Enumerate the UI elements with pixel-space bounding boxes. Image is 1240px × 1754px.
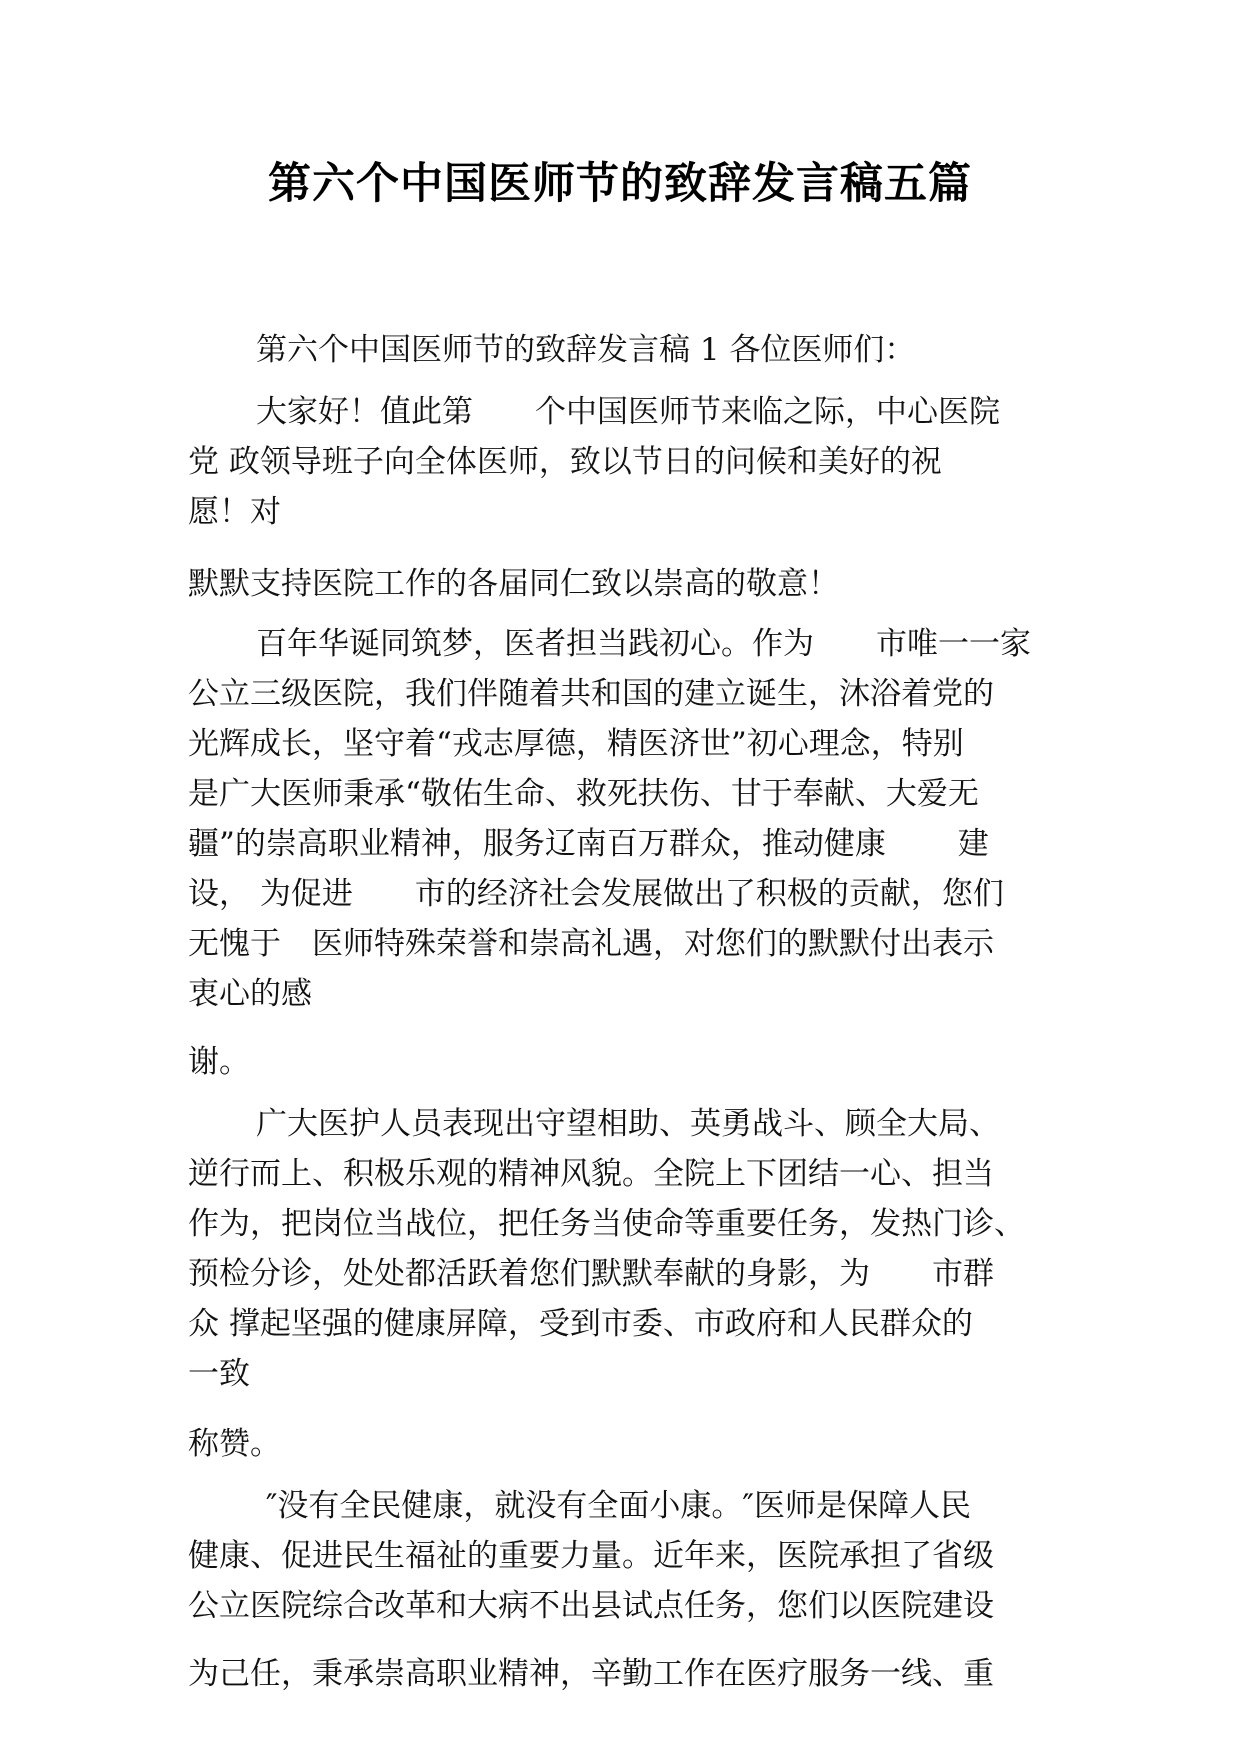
paragraph-line: 第六个中国医师节的致辞发言稿 1 各位医师们： <box>256 332 916 368</box>
paragraph-line: ″没有全民健康，就没有全面小康。″医师是保障人民 <box>256 1488 972 1524</box>
paragraph-line: 称赞。 <box>188 1426 281 1462</box>
paragraph-line: 一致 <box>188 1356 250 1392</box>
paragraph-line: 百年华诞同筑梦，医者担当践初心。作为 市唯一一家 <box>256 626 1031 662</box>
paragraph-line: 光辉成长，坚守着“戎志厚德，精医济世”初心理念，特别 <box>188 726 964 762</box>
paragraph-line: 公立医院综合改革和大病不出县试点任务，您们以医院建设 <box>188 1588 994 1624</box>
paragraph-line: 党 政领导班子向全体医师，致以节日的问候和美好的祝 <box>188 444 942 480</box>
paragraph-line: 健康、促进民生福祉的重要力量。近年来，医院承担了省级 <box>188 1538 994 1574</box>
paragraph-line: 为己任，秉承崇高职业精神，辛勤工作在医疗服务一线、重 <box>188 1656 994 1692</box>
paragraph-line: 谢。 <box>188 1044 250 1080</box>
document-title: 第六个中国医师节的致辞发言稿五篇 <box>268 159 972 209</box>
paragraph-line: 广大医护人员表现出守望相助、英勇战斗、顾全大局、 <box>256 1106 1000 1142</box>
paragraph-line: 默默支持医院工作的各届同仁致以崇高的敬意！ <box>188 566 839 602</box>
paragraph-line: 公立三级医院，我们伴随着共和国的建立诞生，沐浴着党的 <box>188 676 994 712</box>
paragraph-line: 是广大医师秉承“敬佑生命、救死扶伤、甘于奉献、大爱无 <box>188 776 979 812</box>
paragraph-line: 大家好！值此第 个中国医师节来临之际，中心医院 <box>256 394 1000 430</box>
paragraph-line: 衷心的感 <box>188 976 312 1012</box>
paragraph-line: 无愧于 医师特殊荣誉和崇高礼遇，对您们的默默付出表示 <box>188 926 994 962</box>
paragraph-line: 逆行而上、积极乐观的精神风貌。全院上下团结一心、担当 <box>188 1156 994 1192</box>
paragraph-line: 愿！对 <box>188 494 281 530</box>
paragraph-line: 作为，把岗位当战位，把任务当使命等重要任务，发热门诊、 <box>188 1206 1025 1242</box>
paragraph-line: 疆”的崇高职业精神，服务辽南百万群众，推动健康 建 <box>188 826 989 862</box>
paragraph-line: 预检分诊，处处都活跃着您们默默奉献的身影，为 市群 <box>188 1256 994 1292</box>
paragraph-line: 设， 为促进 市的经济社会发展做出了积极的贡献，您们 <box>188 876 1004 912</box>
paragraph-line: 众 撑起坚强的健康屏障，受到市委、市政府和人民群众的 <box>188 1306 973 1342</box>
